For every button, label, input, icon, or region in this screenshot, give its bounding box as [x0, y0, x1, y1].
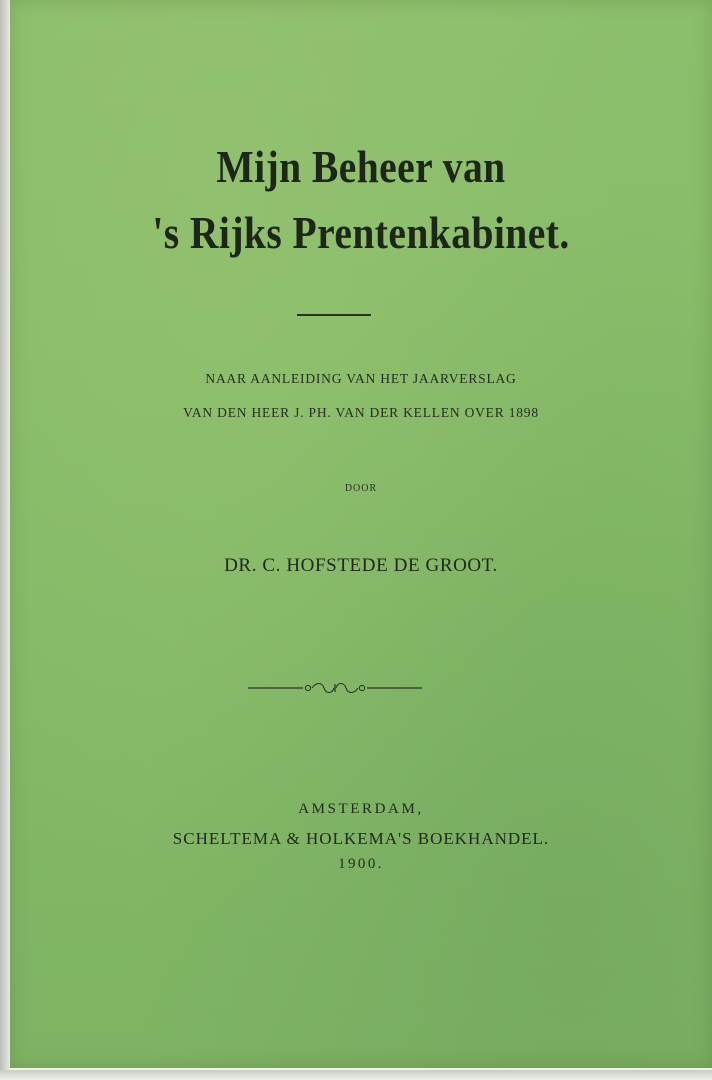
publication-place: AMSTERDAM,: [298, 801, 424, 817]
subtitle-line-1: NAAR AANLEIDING VAN HET JAARVERSLAG: [205, 371, 517, 386]
subtitle-line-2: VAN DEN HEER J. PH. VAN DER KELLEN OVER 1898: [183, 405, 539, 420]
publisher-name: SCHELTEMA & HOLKEMA'S BOEKHANDEL.: [172, 829, 550, 848]
book-cover: [10, 0, 712, 1068]
title-line-2: 's Rijks Prentenkabinet.: [152, 207, 570, 258]
publication-year: 1900.: [338, 856, 384, 872]
author-name: DR. C. HOFSTEDE DE GROOT.: [224, 555, 498, 576]
by-label: DOOR: [344, 483, 378, 494]
title-rule-divider: [297, 314, 371, 316]
cover-content: [10, 0, 712, 1068]
scan-edge-bottom: [0, 1070, 712, 1080]
scan-edge-left: [0, 0, 10, 1080]
title-line-1: Mijn Beheer van: [216, 141, 506, 192]
ornament-divider-icon: [248, 680, 422, 696]
